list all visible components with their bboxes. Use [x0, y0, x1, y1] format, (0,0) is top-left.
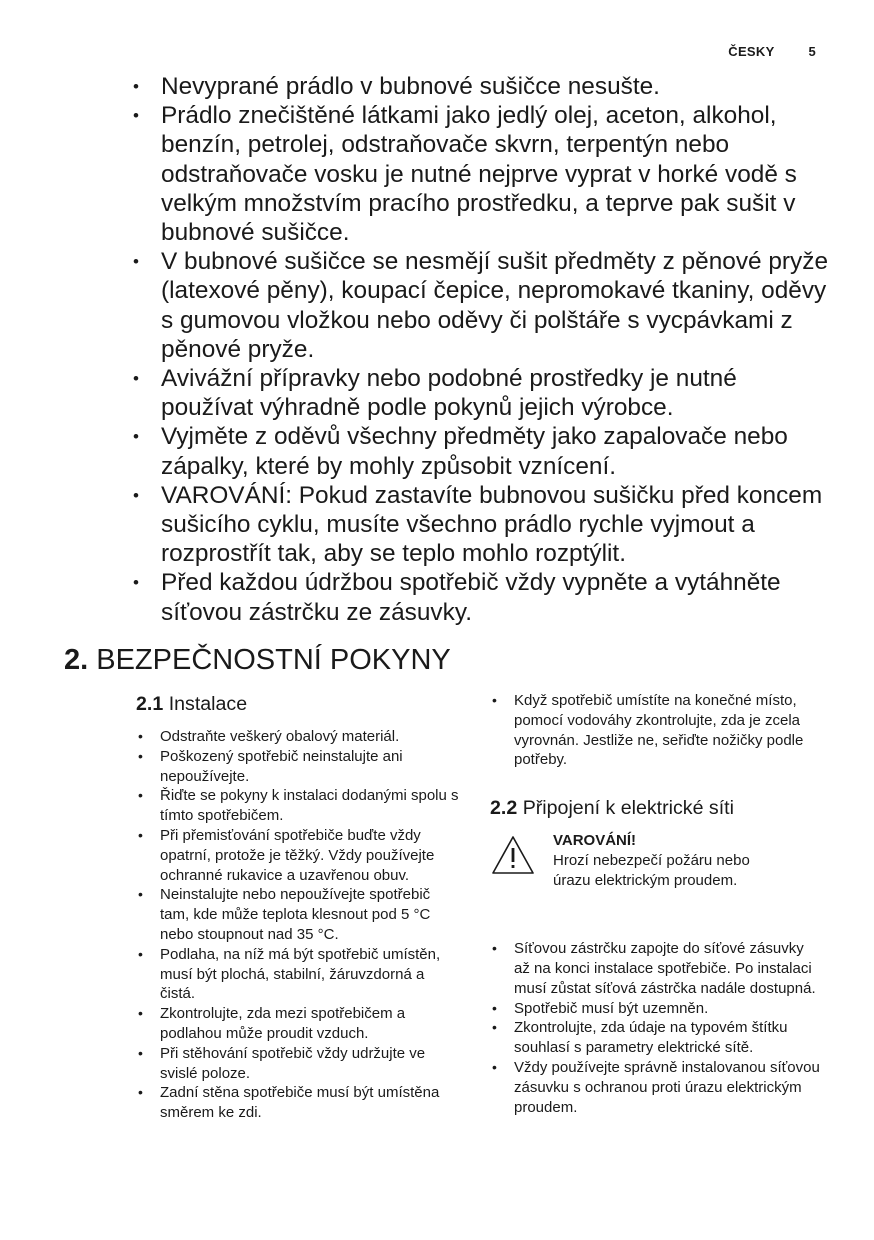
top-bullet-list	[133, 72, 833, 627]
subsection-title: Připojení k elektrické síti	[522, 797, 734, 820]
page-number: 5	[808, 44, 816, 59]
right-column	[490, 691, 820, 1117]
list-item: • Poškozený spotřebič neinstalujte ani nepoužívejte.	[136, 747, 461, 787]
warning-triangle-icon	[491, 835, 535, 875]
list-item: • Vyjměte z oděvů všechny předměty jako zapalovače nebo zápalky, které by mohly způsobit vznícení.	[133, 422, 833, 480]
list-item: • Při stěhování spotřebič vždy udržujte ve svislé poloze.	[136, 1044, 461, 1084]
subsection-heading-installation	[136, 691, 461, 717]
subsection-title: Instalace	[168, 693, 248, 715]
subsection-number: 2.2	[490, 797, 518, 820]
list-item: • Řiďte se pokyny k instalaci dodanými spolu s tímto spotřebičem.	[136, 786, 461, 826]
list-item: • VAROVÁNÍ: Pokud zastavíte bubnovou sušičku před koncem sušicího cyklu, musíte všechno prádlo rychle vyjmout a rozprostřít tak, aby se teplo mohlo rozptýlit.	[133, 481, 833, 569]
list-item: • Prádlo znečištěné látkami jako jedlý olej, aceton, alkohol, benzín, petrolej, odstraňovače skvrn, terpentýn nebo odstraňovače vosku je nutné nejprve vyprat v horké vodě s velkým množstvím pracího prostředku, a teprve pak sušit v bubnové sušičce.	[133, 101, 833, 247]
list-item: • Neinstalujte nebo nepoužívejte spotřebič tam, kde může teplota klesnout pod 5 °C nebo stoupnout nad 35 °C.	[136, 885, 461, 944]
list-item: • Zkontrolujte, zda mezi spotřebičem a podlahou může proudit vzduch.	[136, 1004, 461, 1044]
list-item: • Zadní stěna spotřebiče musí být umístěna směrem ke zdi.	[136, 1083, 461, 1123]
installation-list-continued	[490, 691, 820, 770]
list-item: • Odstraňte veškerý obalový materiál.	[136, 727, 461, 747]
section-number: 2.	[64, 644, 89, 676]
list-item: • Když spotřebič umístíte na konečné místo, pomocí vodováhy zkontrolujte, zda je zcela vyrovnán. Jestliže ne, seřiďte nožičky podle potřeby.	[490, 691, 820, 770]
installation-list	[136, 727, 461, 1123]
subsection-heading-electrical	[490, 795, 820, 821]
warning-title: VAROVÁNÍ!	[553, 832, 637, 850]
list-item: • Síťovou zástrčku zapojte do síťové zásuvky až na konci instalace spotřebiče. Po instalaci musí zůstat síťová zástrčka nadále dostupná.	[490, 939, 820, 998]
subsection-number: 2.1	[136, 693, 164, 715]
list-item: • Avivážní přípravky nebo podobné prostředky je nutné používat výhradně podle pokynů jejich výrobce.	[133, 364, 833, 422]
warning-text-block	[553, 831, 783, 890]
page-header	[728, 44, 816, 59]
warning-box	[490, 831, 820, 927]
list-item: • Před každou údržbou spotřebič vždy vypněte a vytáhněte síťovou zástrčku ze zásuvky.	[133, 568, 833, 626]
list-item: • V bubnové sušičce se nesmějí sušit předměty z pěnové pryže (latexové pěny), koupací čepice, nepromokavé tkaniny, oděvy s gumovou vložkou nebo oděvy či polštáře s vycpávkami z pěnové pryže.	[133, 247, 833, 364]
left-column	[136, 691, 461, 1123]
header-language: ČESKY	[728, 44, 775, 59]
list-item: • Zkontrolujte, zda údaje na typovém štítku souhlasí s parametry elektrické sítě.	[490, 1018, 820, 1058]
list-item: • Při přemisťování spotřebiče buďte vždy opatrní, protože je těžký. Vždy používejte ochranné rukavice a uzavřenou obuv.	[136, 826, 461, 885]
list-item: • Podlaha, na níž má být spotřebič umístěn, musí být plochá, stabilní, žáruvzdorná a čistá.	[136, 945, 461, 1004]
electrical-list	[490, 939, 820, 1117]
warning-message: Hrozí nebezpečí požáru nebo úrazu elektrickým proudem.	[553, 851, 750, 889]
section-heading	[64, 642, 451, 678]
list-item: • Spotřebič musí být uzemněn.	[490, 999, 820, 1019]
list-item: • Nevyprané prádlo v bubnové sušičce nesušte.	[133, 72, 833, 101]
section-title: BEZPEČNOSTNÍ POKYNY	[96, 644, 451, 676]
list-item: • Vždy používejte správně instalovanou síťovou zásuvku s ochranou proti úrazu elektrickým proudem.	[490, 1058, 820, 1117]
